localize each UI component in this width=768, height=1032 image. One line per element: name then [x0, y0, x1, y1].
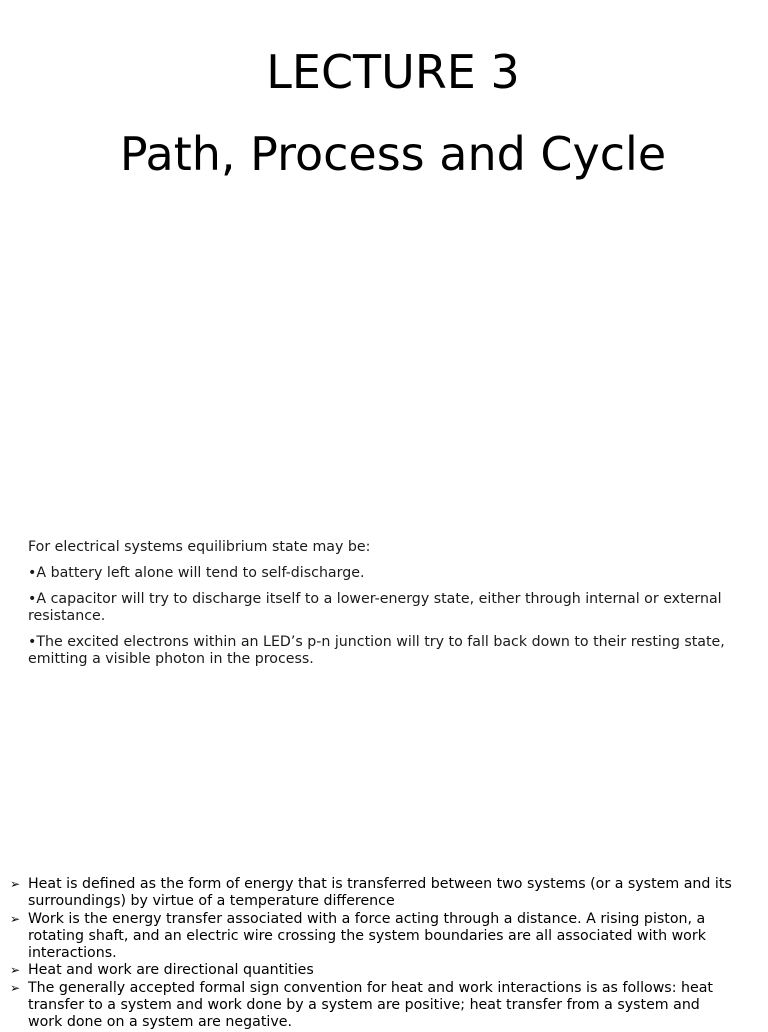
list-item — [0, 876, 768, 911]
page-title: LECTURE 3 — [266, 45, 520, 99]
list-item-text: Work is the energy transfer associated with a force acting through a distance. A rising piston, a rotating shaft, and an electric wire crossing the system boundaries are all associated with work interactions. — [28, 910, 706, 962]
list-item — [0, 962, 768, 979]
page-subtitle: Path, Process and Cycle — [119, 127, 667, 181]
list-item-text: Heat and work are directional quantities — [28, 962, 314, 979]
list-item: •A battery left alone will tend to self-discharge. — [28, 565, 365, 581]
arrow-bullet-icon: ➢ — [10, 963, 21, 978]
heat-work-bullet-list — [0, 876, 768, 1032]
section-intro: For electrical systems equilibrium state may be: — [28, 539, 371, 555]
list-item-text: Heat is defined as the form of energy that is transferred between two systems (or a system and its surroundings) by virtue of a temperature difference — [28, 876, 732, 910]
arrow-bullet-icon: ➢ — [10, 911, 21, 926]
list-item: •The excited electrons within an LED’s p-n junction will try to fall back down to their resting state, emitting a visible photon in the process. — [28, 634, 725, 667]
list-item — [0, 911, 768, 963]
arrow-bullet-icon: ➢ — [10, 980, 21, 995]
arrow-bullet-icon: ➢ — [10, 877, 21, 891]
list-item: •A capacitor will try to discharge itself to a lower-energy state, either through internal or external resistance. — [28, 591, 722, 624]
electrical-equilibrium-section — [28, 539, 728, 677]
list-item-text: The generally accepted formal sign convention for heat and work interactions is as follows: heat transfer to a system and work done by a system are positive; heat transfer from a system and work done on a system are negative. — [28, 979, 713, 1031]
